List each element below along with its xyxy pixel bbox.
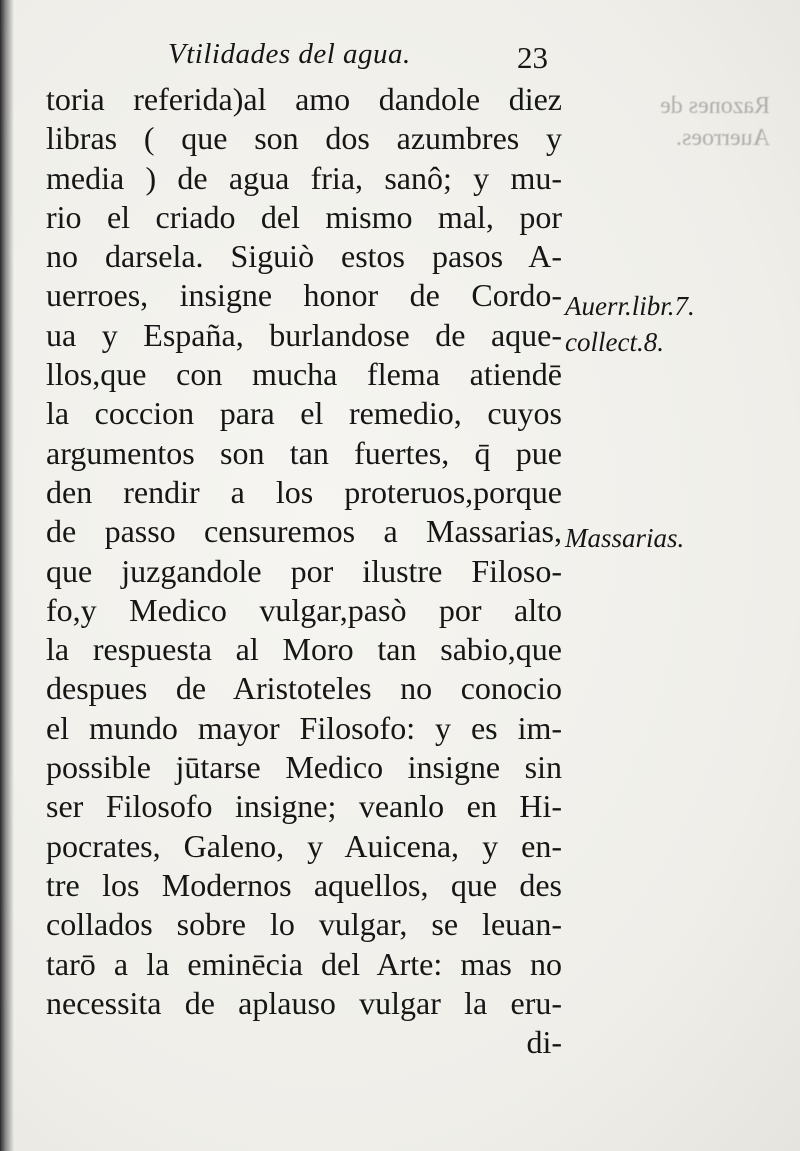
text-line: necessita de aplauso vulgar la eru- xyxy=(46,984,562,1021)
text-line: fo,y Medico vulgar,pasò por alto xyxy=(46,591,562,628)
text-line: argumentos son tan fuertes, q̄ pue xyxy=(46,434,562,471)
marginal-note-massarias: Massarias. xyxy=(565,523,685,553)
text-line: tarō a la eminēcia del Arte: mas no xyxy=(46,945,562,982)
marginal-note-averroes-collect: collect.8. xyxy=(565,327,664,357)
text-line: tre los Modernos aquellos, que des xyxy=(46,866,562,903)
text-line: el mundo mayor Filosofo: y es im- xyxy=(46,709,562,746)
bleed-through-line: Razones de xyxy=(660,93,770,119)
text-line: den rendir a los proteruos,porque xyxy=(46,473,562,510)
text-line: toria referida)al amo dandole diez xyxy=(46,81,562,117)
text-line: no darsela. Siguiò estos pasos A- xyxy=(46,238,562,275)
text-line: despues de Aristoteles no conocio xyxy=(46,670,562,707)
text-line: ser Filosofo insigne; veanlo en Hi- xyxy=(46,788,562,825)
marginal-note-averroes: Auerr.libr.7. xyxy=(565,291,695,321)
text-line: la respuesta al Moro tan sabio,que xyxy=(46,631,562,668)
text-line: llos,que con mucha flema atiendē xyxy=(46,356,562,393)
bleed-through-line: Auerroes. xyxy=(676,125,770,151)
text-line: di- xyxy=(526,1024,562,1061)
text-line: possible jūtarse Medico insigne sin xyxy=(46,749,562,786)
page-header xyxy=(168,38,548,78)
text-line: libras ( que son dos azumbres y xyxy=(46,120,562,157)
text-line: de passo censuremos a Massarias, xyxy=(46,513,562,550)
bleed-through-text xyxy=(595,90,770,160)
text-line: pocrates, Galeno, y Auicena, y en- xyxy=(46,827,562,864)
text-line: collados sobre lo vulgar, se leuan- xyxy=(46,906,562,943)
running-title: Vtilidades del agua. xyxy=(168,38,411,70)
text-line: uerroes, insigne honor de Cordo- xyxy=(46,277,562,314)
text-line: que juzgandole por ilustre Filoso- xyxy=(46,552,562,589)
text-line: ua y España, burlandose de aque- xyxy=(46,316,562,353)
text-line: rio el criado del mismo mal, por xyxy=(46,198,562,235)
text-line: media ) de agua fria, sanô; y mu- xyxy=(46,159,562,196)
text-line: la coccion para el remedio, cuyos xyxy=(46,395,562,432)
page-gutter-shadow xyxy=(0,0,14,1151)
page-number: 23 xyxy=(517,40,548,75)
body-text xyxy=(46,80,562,1062)
